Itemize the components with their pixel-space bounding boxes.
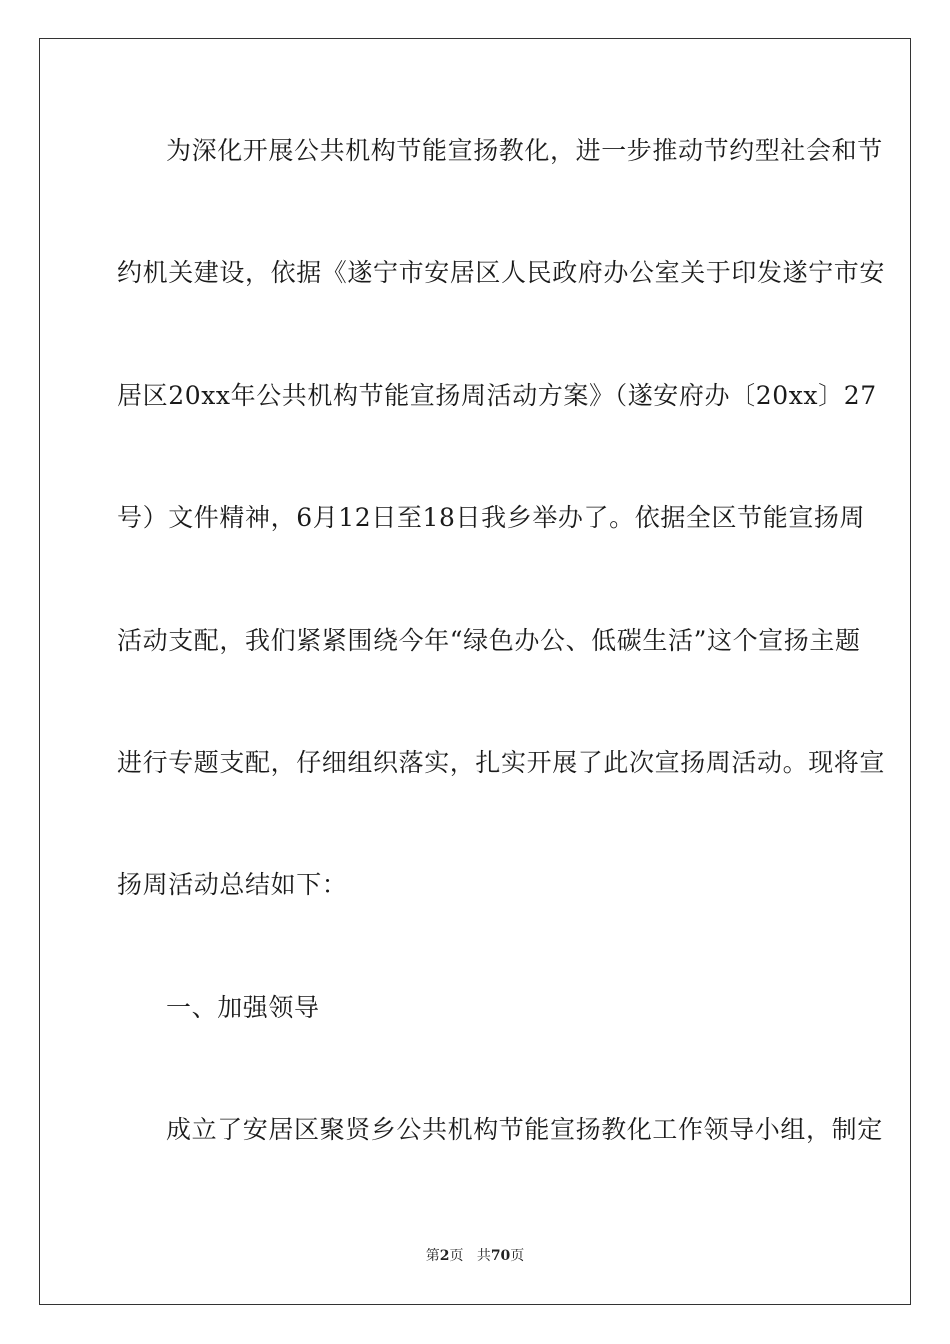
paragraph-line-3: 居区20xx年公共机构节能宣扬周活动方案》（遂安府办〔20xx〕27 [117,381,877,410]
section-heading: 一、加强领导 [166,993,320,1022]
paragraph-line-9: 成立了安居区聚贤乡公共机构节能宣扬教化工作领导小组，制定 [166,1115,883,1144]
paragraph-line-1: 为深化开展公共机构节能宣扬教化，进一步推动节约型社会和节 [166,136,883,165]
paragraph-line-2: 约机关建设，依据《遂宁市安居区人民政府办公室关于印发遂宁市安 [117,258,886,287]
paragraph-line-7: 扬周活动总结如下： [117,870,348,899]
paragraph-line-4: 号）文件精神，6月12日至18日我乡举办了。依据全区节能宣扬周 [117,503,866,532]
total-pages: 70 [490,1248,511,1264]
paragraph-line-6: 进行专题支配，仔细组织落实，扎实开展了此次宣扬周活动。现将宣 [117,748,886,777]
page-prefix: 第 [425,1248,440,1264]
page-number: 2 [439,1248,450,1264]
page-footer [0,1247,950,1265]
total-suffix: 页 [510,1248,525,1264]
total-prefix: 共 [476,1248,491,1264]
paragraph-line-5: 活动支配，我们紧紧围绕今年“绿色办公、低碳生活”这个宣扬主题 [117,626,861,655]
page-suffix: 页 [449,1248,464,1264]
